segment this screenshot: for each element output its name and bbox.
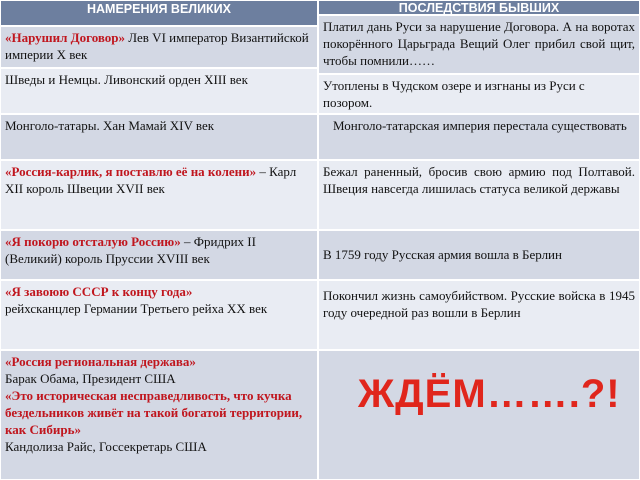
consequence-cell-6	[318, 280, 640, 350]
consequence-text: Платил дань Руси за нарушение Договора. А на воротах покорённого Царьграда Вещий Олег прибил свой щит, чтобы помнили……	[323, 19, 635, 68]
consequence-text: Покончил жизнь самоубийством. Русские войска в 1945 году очередной раз вошли в Берлин	[323, 288, 635, 320]
waiting-caption: ЖДЁМ…….?!	[358, 372, 621, 416]
intention-text: – Фридрих II (Великий) король Пруссии XVIII век	[5, 234, 256, 266]
quote-text: «Россия региональная держава»	[5, 354, 196, 369]
intention-cell-6	[0, 280, 318, 350]
quote-text: «Я покорю отсталую Россию»	[5, 234, 181, 249]
consequence-cell-4	[318, 160, 640, 230]
intention-cell-7	[0, 350, 318, 480]
intention-text: Лев VI император Византийской империи X век	[5, 30, 309, 62]
consequence-cell-5	[318, 230, 640, 280]
consequence-cell-2	[318, 74, 640, 114]
quote-text: «Нарушил Договор»	[5, 30, 126, 45]
quote-text: «Я завоюю СССР к концу года»	[5, 284, 193, 299]
intention-cell-4	[0, 160, 318, 230]
header-intentions-label: НАМЕРЕНИЯ ВЕЛИКИХ	[86, 2, 232, 16]
intention-text: Шведы и Немцы. Ливонский орден XIII век	[5, 72, 248, 87]
intention-text: Монголо-татары. Хан Мамай XIV век	[5, 118, 215, 133]
intention-cell-3	[0, 114, 318, 160]
header-consequences-label: ПОСЛЕДСТВИЯ БЫВШИХ	[398, 1, 560, 15]
quote-text-2: «Это историческая несправедливость, что кучка бездельников живёт на такой богатой территории, как Сибирь»	[5, 388, 303, 437]
intention-cell-2	[0, 68, 318, 114]
header-intentions	[0, 0, 318, 26]
quote-text: «Россия-карлик, я поставлю её на колени»	[5, 164, 257, 179]
consequence-text: Бежал раненный, бросив свою армию под Полтавой. Швеция навсегда лишилась статуса великой державы	[323, 164, 635, 196]
intention-text: Барак Обама, Президент США	[5, 371, 176, 386]
consequence-cell-3	[318, 114, 640, 160]
intention-text-2: Кандолиза Райс, Госсекретарь США	[5, 439, 207, 454]
intention-cell-5	[0, 230, 318, 280]
header-consequences	[318, 0, 640, 15]
intention-text: – Карл XII король Швеции XVII век	[5, 164, 297, 196]
consequence-text: Монголо-татарская империя перестала существовать	[333, 118, 627, 133]
consequence-text: Утоплены в Чудском озере и изгнаны из Руси с позором.	[323, 78, 585, 110]
intention-cell-1	[0, 26, 318, 68]
consequence-text: В 1759 году Русская армия вошла в Берлин	[323, 247, 562, 262]
consequence-cell-1	[318, 15, 640, 74]
intention-text: рейхсканцлер Германии Третьего рейха XX век	[5, 301, 268, 316]
